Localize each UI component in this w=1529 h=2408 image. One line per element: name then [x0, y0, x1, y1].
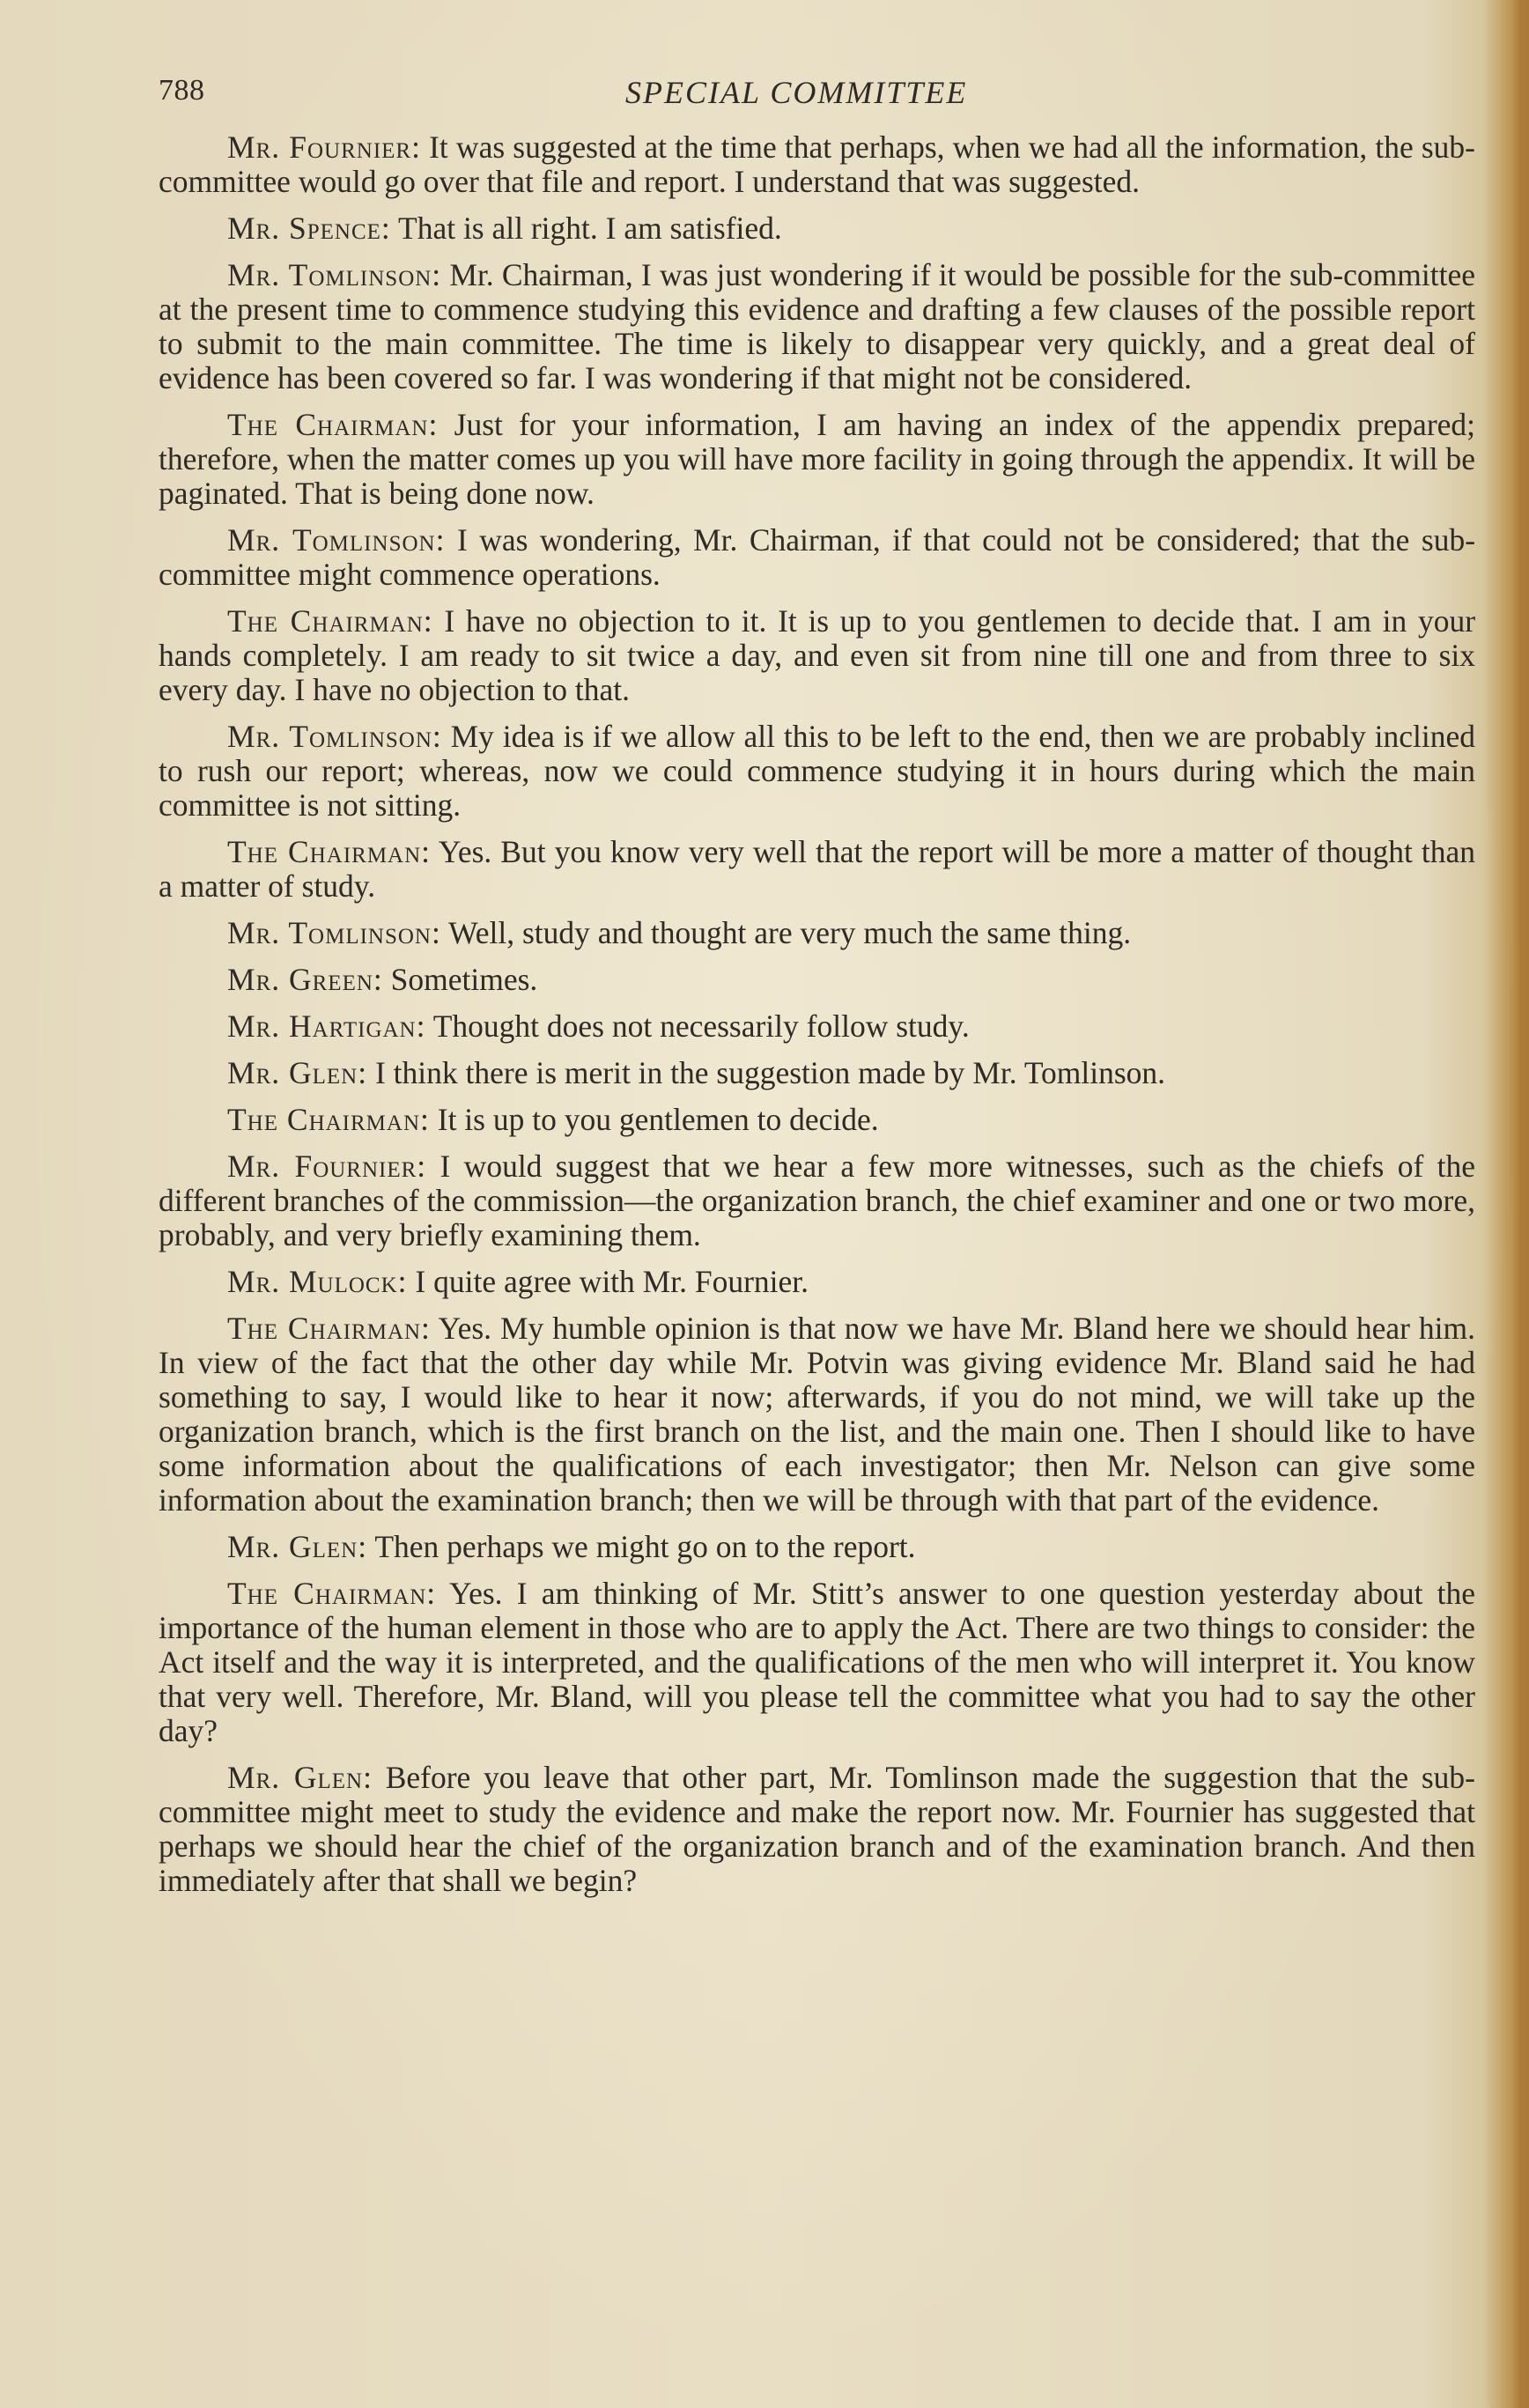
- transcript-paragraph: [159, 1056, 1475, 1090]
- speaker-name: Mr. Tomlinson:: [227, 257, 442, 292]
- speaker-name: The Chairman:: [227, 1102, 430, 1137]
- transcript-paragraph: [159, 1577, 1475, 1748]
- speaker-name: Mr. Green:: [227, 962, 383, 997]
- speech-text: Yes. But you know very well that the report will be more a matter of thought than a matter of study.: [159, 834, 1476, 904]
- speaker-name: The Chairman:: [227, 407, 439, 442]
- speaker-name: The Chairman:: [227, 1311, 431, 1346]
- transcript-paragraph: [159, 211, 1475, 246]
- page-edge: [1513, 0, 1529, 2408]
- speech-text: That is all right. I am satisfied.: [398, 211, 782, 246]
- transcript-paragraph: [159, 604, 1475, 707]
- speech-text: It was suggested at the time that perhaps, when we had all the information, the sub-committee would go over that file and report. I understand that was suggested.: [159, 129, 1475, 199]
- speaker-name: Mr. Mulock:: [227, 1264, 408, 1299]
- speaker-name: Mr. Hartigan:: [227, 1008, 426, 1044]
- transcript-paragraph: [159, 1265, 1475, 1299]
- transcript-paragraph: [159, 130, 1475, 199]
- transcript-body: [159, 130, 1475, 1910]
- speech-text: I was wondering, Mr. Chairman, if that could not be considered; that the sub-committee might commence operations.: [159, 522, 1476, 592]
- page-number: 788: [159, 74, 205, 107]
- speech-text: I think there is merit in the suggestion made by Mr. Tomlinson.: [374, 1055, 1166, 1090]
- speech-text: Well, study and thought are very much the same thing.: [448, 915, 1132, 950]
- speaker-name: Mr. Glen:: [227, 1529, 368, 1564]
- speaker-name: Mr. Fournier:: [227, 1149, 427, 1184]
- speech-text: Yes. I am thinking of Mr. Stitt’s answer to one question yesterday about the importance of the human element in those who are to apply the Act. There are two things to consider: the Act itself and the way it is interpreted, and the qualifications of the men who will interpret it. You know that very well. Therefore, Mr. Bland, will you please tell the committee what you had to say the other day?: [159, 1576, 1475, 1748]
- speech-text: It is up to you gentlemen to decide.: [437, 1102, 879, 1137]
- speaker-name: Mr. Tomlinson:: [227, 719, 442, 754]
- speech-text: I have no objection to it. It is up to you gentlemen to decide that. I am in your hands completely. I am ready to sit twice a day, and even sit from nine till one and from three to six every day. I have no objection to that.: [159, 603, 1476, 707]
- speech-text: Mr. Chairman, I was just wondering if it would be possible for the sub-committee at the present time to commence studying this evidence and drafting a few clauses of the possible report to submit to the main committee. The time is likely to disappear very quickly, and a great deal of evidence has been covered so far. I was wondering if that might not be considered.: [159, 257, 1476, 395]
- speaker-name: The Chairman:: [227, 1576, 437, 1611]
- speech-text: Then perhaps we might go on to the report.: [374, 1529, 916, 1564]
- transcript-paragraph: [159, 1761, 1475, 1898]
- transcript-paragraph: [159, 720, 1475, 823]
- speaker-name: Mr. Tomlinson:: [227, 915, 441, 950]
- transcript-paragraph: [159, 1009, 1475, 1044]
- transcript-paragraph: [159, 916, 1475, 950]
- transcript-paragraph: [159, 523, 1475, 592]
- speaker-name: Mr. Fournier:: [227, 129, 421, 165]
- speech-text: My idea is if we allow all this to be left to the end, then we are probably inclined to rush our report; whereas, now we could commence studying it in hours during which the main committee is not sitting.: [159, 719, 1475, 823]
- speaker-name: Mr. Glen:: [227, 1055, 368, 1090]
- speech-text: Yes. My humble opinion is that now we have Mr. Bland here we should hear him. In view of the fact that the other day while Mr. Potvin was giving evidence Mr. Bland said he had something to say, I would like to hear it now; afterwards, if you do not mind, we will take up the organization branch, which is the first branch on the list, and the main one. Then I should like to have some information about the qualifications of each investigator; then Mr. Nelson can give some information about the examination branch; then we will be through with that part of the evidence.: [159, 1311, 1476, 1518]
- transcript-paragraph: [159, 1530, 1475, 1564]
- speech-text: I quite agree with Mr. Fournier.: [415, 1264, 809, 1299]
- speaker-name: Mr. Spence:: [227, 211, 391, 246]
- transcript-paragraph: [159, 1103, 1475, 1137]
- speech-text: Before you leave that other part, Mr. Tomlinson made the suggestion that the sub-committee might meet to study the evidence and make the report now. Mr. Fournier has suggested that perhaps we should hear the chief of the organization branch and of the examination branch. And then immediately after that shall we begin?: [159, 1760, 1475, 1898]
- speech-text: I would suggest that we hear a few more witnesses, such as the chiefs of the different branches of the commission—the organization branch, the chief examiner and one or two more, probably, and very briefly examining them.: [159, 1149, 1475, 1252]
- speaker-name: The Chairman:: [227, 834, 432, 869]
- transcript-paragraph: [159, 408, 1475, 511]
- speech-text: Thought does not necessarily follow study.: [432, 1008, 970, 1044]
- speech-text: Sometimes.: [390, 962, 538, 997]
- transcript-paragraph: [159, 963, 1475, 997]
- transcript-paragraph: [159, 1311, 1475, 1518]
- page-header: [159, 70, 1480, 120]
- transcript-paragraph: [159, 835, 1475, 904]
- running-head: SPECIAL COMMITTEE: [625, 75, 968, 110]
- speaker-name: Mr. Glen:: [227, 1760, 373, 1795]
- transcript-paragraph: [159, 1149, 1475, 1252]
- speech-text: Just for your information, I am having an index of the appendix prepared; therefore, when the matter comes up you will have more facility in going through the appendix. It will be paginated. That is being done now.: [159, 407, 1476, 511]
- transcript-paragraph: [159, 258, 1475, 395]
- speaker-name: Mr. Tomlinson:: [227, 522, 446, 558]
- speaker-name: The Chairman:: [227, 603, 433, 639]
